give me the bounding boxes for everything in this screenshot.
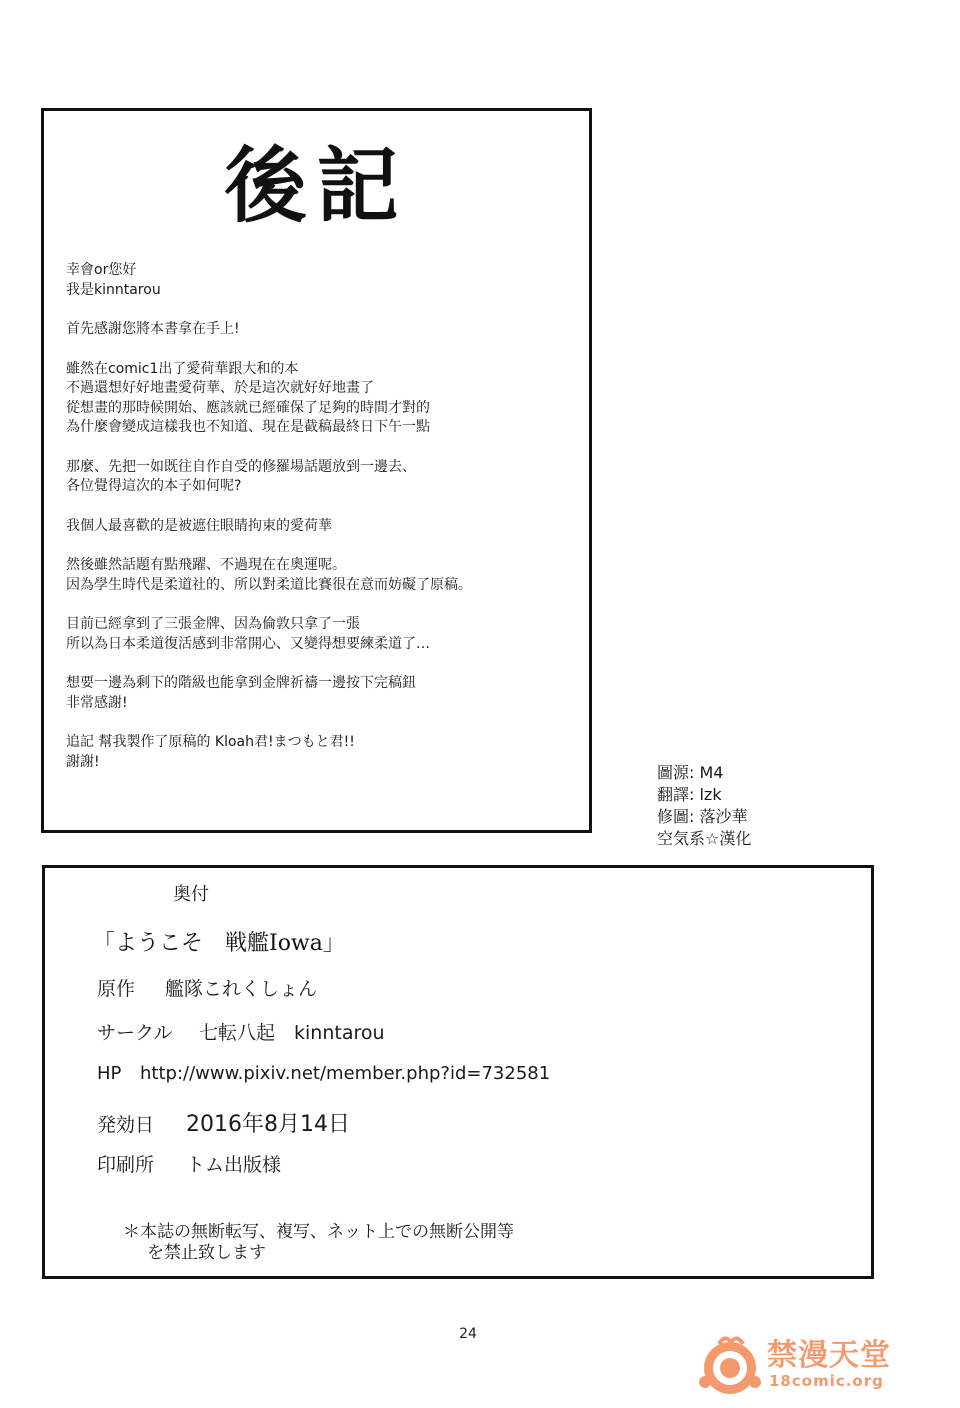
- credit-line: 翻譯: lzk: [657, 785, 722, 804]
- colophon-label: 発効日: [97, 1114, 155, 1136]
- colophon-value: 2016年8月14日: [186, 1112, 350, 1137]
- colophon-frame: [42, 865, 874, 1279]
- afterword-paragraph: 想要一邊為剩下的階級也能拿到金牌祈禱一邊按下完稿鈕 非常感謝!: [66, 675, 416, 711]
- watermark-text: 禁漫天堂: [767, 1338, 891, 1373]
- afterword-paragraph: 我個人最喜歡的是被遮住眼睛拘束的愛荷華: [66, 517, 332, 534]
- afterword-paragraph: 幸會or您好 我是kinntarou: [66, 262, 161, 298]
- colophon-heading: 奥付: [173, 884, 209, 905]
- colophon-row-original: [97, 974, 317, 1001]
- translation-credits: [657, 762, 751, 850]
- notice-line: を禁止致します: [147, 1243, 266, 1263]
- afterword-paragraph: 雖然在comic1出了愛荷華跟大和的本 不過還想好好地畫愛荷華、於是這次就好好地畫了 從想畫的那時候開始、應該就已經確保了足夠的時間才對的 為什麼會變成這樣我也不知道、現在是截稿最終日下午一點: [66, 360, 430, 435]
- afterword-paragraph: 目前已經拿到了三張金牌、因為倫敦只拿了一張 所以為日本柔道復活感到非常開心、又變得想要練柔道了…: [66, 616, 430, 652]
- colophon-label: HP: [97, 1063, 122, 1084]
- colophon-label: サークル: [97, 1022, 173, 1044]
- afterword-body: [66, 261, 569, 792]
- colophon-row-date: [97, 1107, 350, 1138]
- page-number: 24: [459, 1326, 477, 1342]
- colophon-row-homepage: [97, 1063, 550, 1084]
- watermark: [697, 1330, 937, 1400]
- watermark-url[interactable]: 18comic.org: [769, 1372, 884, 1390]
- afterword-paragraph: 首先感謝您將本書拿在手上!: [66, 321, 240, 337]
- afterword-paragraph: 然後雖然話題有點飛躍、不過現在在奧運呢。 因為學生時代是柔道社的、所以對柔道比賽很在意而妨礙了原稿。: [66, 557, 472, 593]
- colophon-row-printer: [97, 1150, 281, 1177]
- colophon-label: 原作: [97, 978, 136, 1000]
- afterword-paragraph: 那麼、先把一如既往自作自受的修羅場話題放到一邊去、 各位覺得這次的本子如何呢?: [66, 458, 416, 494]
- colophon-value: トム出版様: [186, 1154, 282, 1176]
- credit-line: 空気系☆漢化: [657, 829, 752, 848]
- homepage-link[interactable]: http://www.pixiv.net/member.php?id=732581: [140, 1063, 551, 1084]
- copyright-notice: [123, 1222, 514, 1264]
- notice-line: ＊本誌の無断転写、複写、ネット上での無断公開等: [123, 1222, 514, 1242]
- afterword-paragraph: 追記 幫我製作了原稿的 Kloah君!まつもと君!! 謝謝!: [66, 734, 355, 770]
- book-title: 「ようこそ 戦艦Iowa」: [93, 931, 345, 956]
- colophon-value: 艦隊これくしょん: [165, 978, 318, 1000]
- credit-line: 修圖: 落沙華: [657, 807, 748, 826]
- colophon-value: 七転八起 kinntarou: [199, 1022, 385, 1044]
- colophon-row-circle: [97, 1018, 385, 1045]
- colophon-label: 印刷所: [97, 1154, 155, 1176]
- afterword-frame: [41, 108, 592, 833]
- watermark-logo-icon: [697, 1332, 763, 1398]
- credit-line: 圖源: M4: [657, 763, 724, 782]
- afterword-title: 後記: [224, 138, 409, 234]
